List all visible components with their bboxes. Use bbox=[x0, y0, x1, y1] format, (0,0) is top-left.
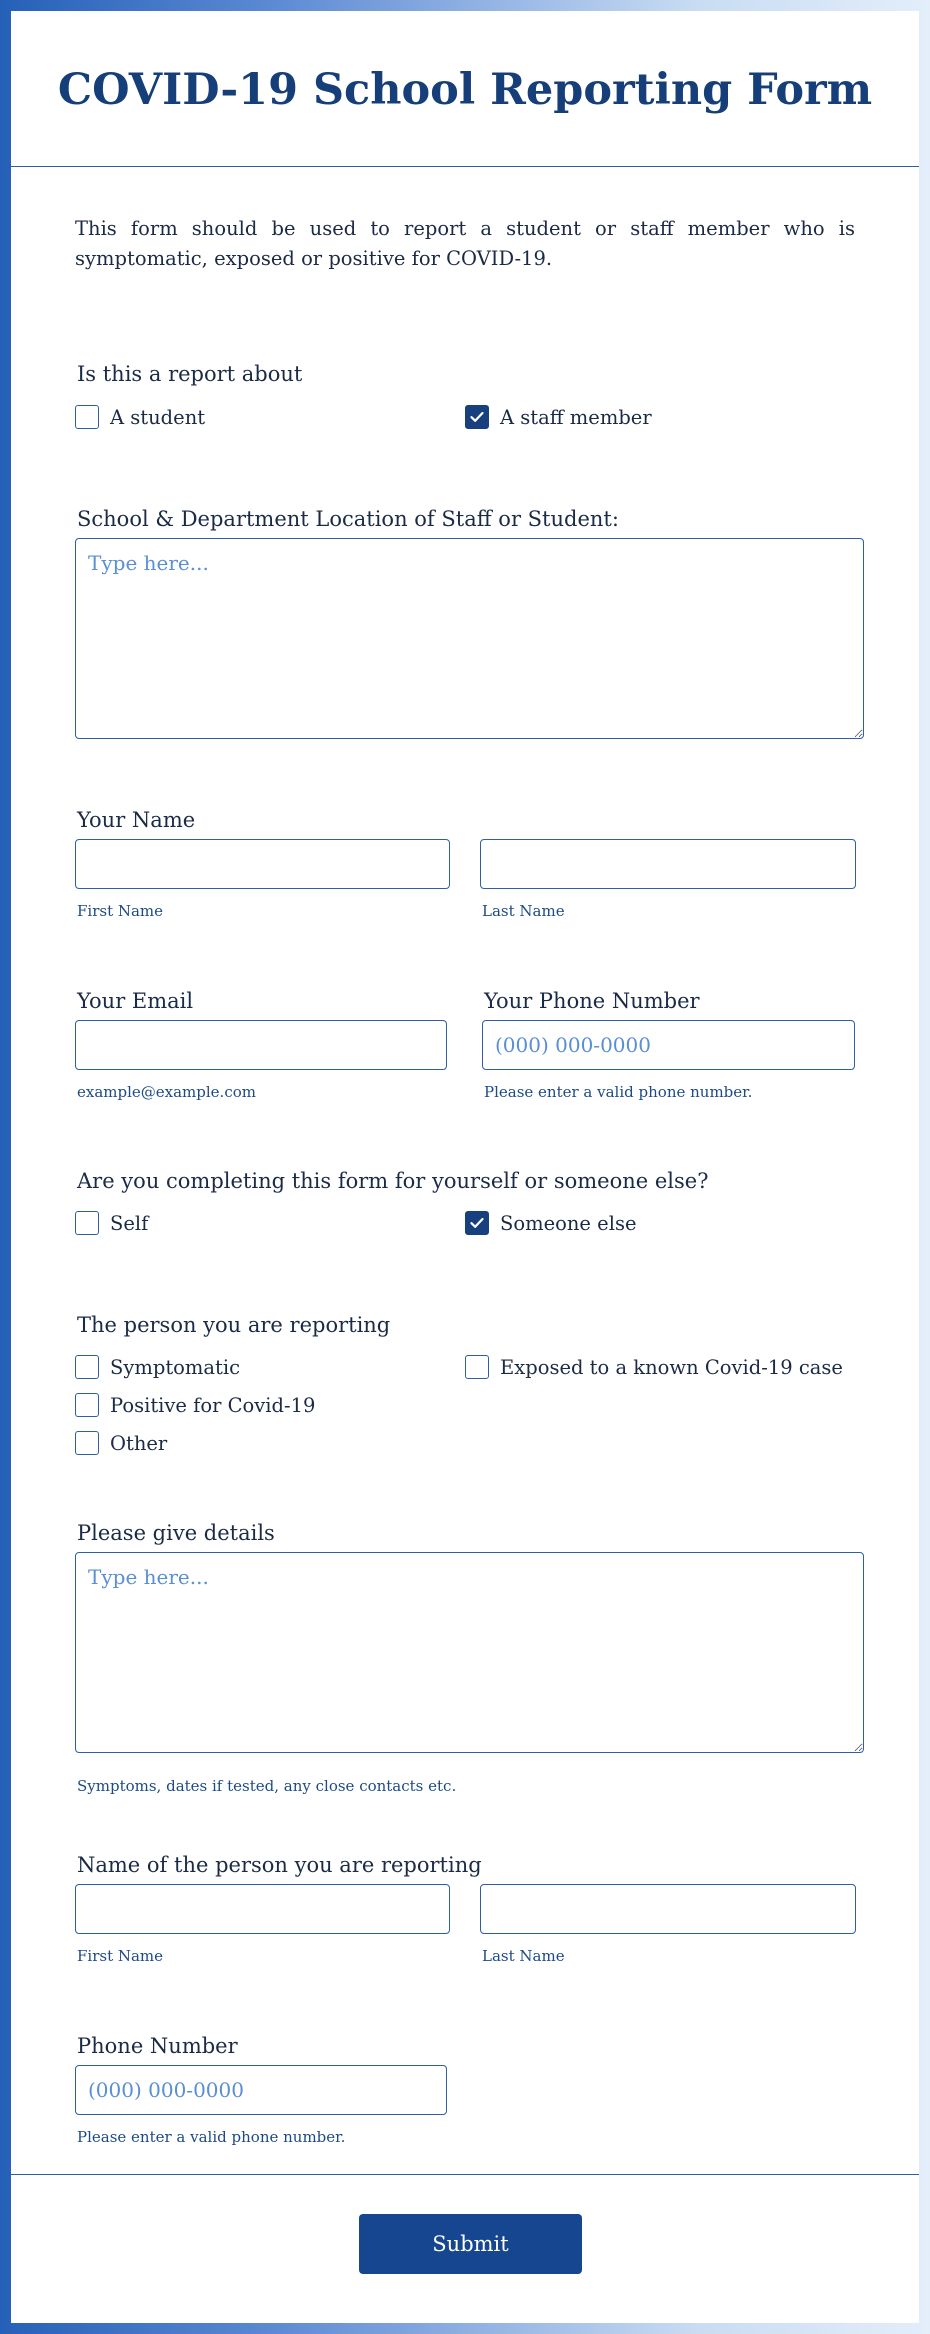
checkbox-someone-else[interactable] bbox=[465, 1211, 489, 1235]
location-textarea[interactable] bbox=[75, 538, 864, 739]
your-phone-label: Your Phone Number bbox=[484, 989, 700, 1013]
completing-for-label: Are you completing this form for yourself or someone else? bbox=[77, 1169, 709, 1193]
option-other[interactable] bbox=[75, 1431, 167, 1455]
details-sublabel: Symptoms, dates if tested, any close contacts etc. bbox=[77, 1777, 457, 1795]
your-name-label: Your Name bbox=[77, 808, 196, 832]
person-name-label: Name of the person you are reporting bbox=[77, 1853, 482, 1877]
form-header bbox=[11, 11, 919, 167]
page-title: COVID-19 School Reporting Form bbox=[57, 65, 873, 115]
option-positive-label: Positive for Covid-19 bbox=[110, 1393, 316, 1417]
checkbox-exposed[interactable] bbox=[465, 1355, 489, 1379]
submit-divider bbox=[11, 2174, 919, 2175]
submit-button[interactable]: Submit bbox=[359, 2214, 582, 2274]
your-email-label: Your Email bbox=[77, 989, 194, 1013]
option-someone-else-label: Someone else bbox=[500, 1211, 637, 1235]
your-first-name-input[interactable] bbox=[75, 839, 450, 889]
your-last-name-input[interactable] bbox=[480, 839, 856, 889]
option-symptomatic[interactable] bbox=[75, 1355, 240, 1379]
option-staff-member[interactable] bbox=[465, 405, 652, 429]
option-student[interactable] bbox=[75, 405, 205, 429]
option-student-label: A student bbox=[110, 405, 206, 429]
option-symptomatic-label: Symptomatic bbox=[110, 1355, 241, 1379]
person-phone-input[interactable] bbox=[75, 2065, 447, 2115]
option-other-label: Other bbox=[110, 1431, 168, 1455]
option-positive[interactable] bbox=[75, 1393, 315, 1417]
option-staff-member-label: A staff member bbox=[500, 405, 652, 429]
checkbox-staff-member[interactable] bbox=[465, 405, 489, 429]
person-first-name-input[interactable] bbox=[75, 1884, 450, 1934]
checkbox-other[interactable] bbox=[75, 1431, 99, 1455]
your-email-input[interactable] bbox=[75, 1020, 447, 1070]
person-first-name-sublabel: First Name bbox=[77, 1947, 164, 1965]
checkbox-symptomatic[interactable] bbox=[75, 1355, 99, 1379]
check-icon bbox=[470, 1217, 484, 1229]
your-phone-sublabel: Please enter a valid phone number. bbox=[484, 1083, 753, 1101]
form-intro: This form should be used to report a student or staff member who is symptomatic, exposed or positive for COVID-19. bbox=[75, 217, 855, 270]
details-label: Please give details bbox=[77, 1521, 275, 1545]
option-exposed[interactable] bbox=[465, 1355, 843, 1379]
option-exposed-label: Exposed to a known Covid-19 case bbox=[500, 1355, 843, 1379]
your-phone-input[interactable] bbox=[482, 1020, 855, 1070]
your-last-name-sublabel: Last Name bbox=[482, 902, 565, 920]
option-self[interactable] bbox=[75, 1211, 148, 1235]
person-status-label: The person you are reporting bbox=[77, 1313, 391, 1337]
person-phone-sublabel: Please enter a valid phone number. bbox=[77, 2128, 346, 2146]
your-first-name-sublabel: First Name bbox=[77, 902, 164, 920]
person-last-name-input[interactable] bbox=[480, 1884, 856, 1934]
details-textarea[interactable] bbox=[75, 1552, 864, 1753]
person-last-name-sublabel: Last Name bbox=[482, 1947, 565, 1965]
checkbox-student[interactable] bbox=[75, 405, 99, 429]
person-phone-label: Phone Number bbox=[77, 2034, 238, 2058]
your-email-sublabel: example@example.com bbox=[77, 1083, 256, 1101]
option-someone-else[interactable] bbox=[465, 1211, 637, 1235]
report-about-label: Is this a report about bbox=[77, 362, 303, 386]
location-label: School & Department Location of Staff or Student: bbox=[77, 507, 619, 531]
check-icon bbox=[470, 411, 484, 423]
checkbox-self[interactable] bbox=[75, 1211, 99, 1235]
checkbox-positive[interactable] bbox=[75, 1393, 99, 1417]
form-card bbox=[11, 11, 919, 2323]
option-self-label: Self bbox=[110, 1211, 149, 1235]
